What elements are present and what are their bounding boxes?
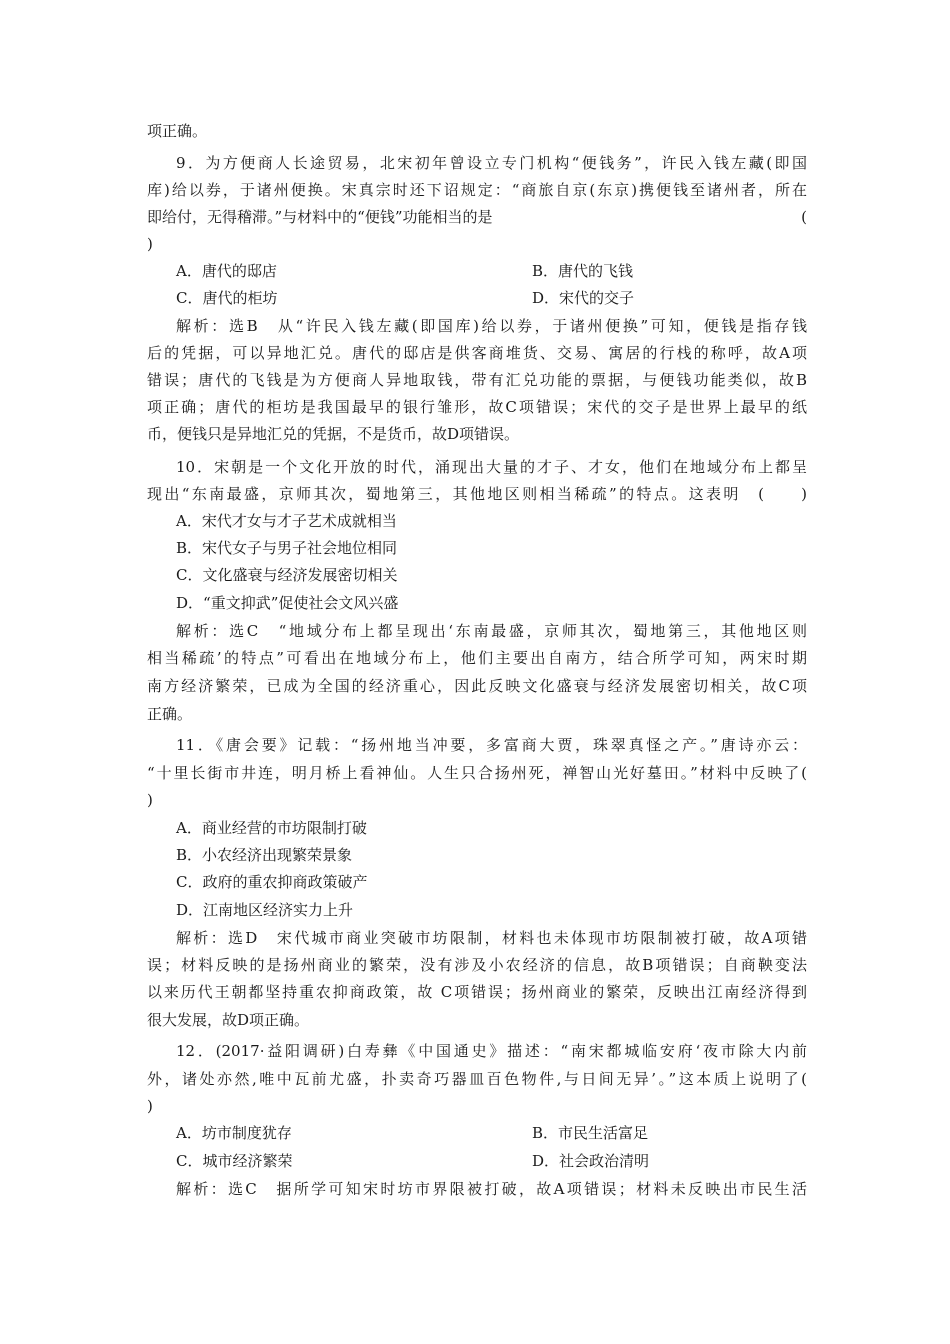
text-line: 以来历代王朝都坚持重农抑商政策，故 C项错误；扬州商业的繁荣，反映出江南经济得到 <box>147 983 807 1001</box>
option-a: A．唐代的邸店 <box>176 262 277 280</box>
text-line: 后的凭据，可以异地汇兑。唐代的邸店是供客商堆货、交易、寓居的行栈的称呼，故A项 <box>147 344 807 362</box>
question-10-stem: 10．宋朝是一个文化开放的时代，涌现出大量的才子、才女，他们在地域分布上都呈 <box>176 458 807 476</box>
analysis-9: 解析：选B 从“许民入钱左藏(即国库)给以券，于诸州便换”可知，便钱是指存钱 <box>176 317 807 335</box>
option-a: A．宋代才女与才子艺术成就相当 <box>176 512 397 530</box>
text-line: 外，诸处亦然,唯中瓦前尤盛，扑卖奇巧器皿百色物件,与日间无异’。”这本质上说明了( <box>147 1070 807 1088</box>
answer-paren: ( <box>801 208 807 226</box>
text-line: 南方经济繁荣，已成为全国的经济重心，因此反映文化盛衰与经济发展密切相关，故C项 <box>147 677 807 695</box>
analysis-12: 解析：选C 据所学可知宋时坊市界限被打破，故A项错误；材料未反映出市民生活 <box>176 1180 807 1198</box>
answer-paren-close: ) <box>147 235 153 253</box>
option-c: C．唐代的柜坊 <box>176 289 278 307</box>
option-c: C．文化盛衰与经济发展密切相关 <box>176 566 398 584</box>
option-d: D．“重文抑武”促使社会文风兴盛 <box>176 594 399 612</box>
text-line: 现出“东南最盛，京师其次，蜀地第三，其他地区则相当稀疏”的特点。这表明 ( ) <box>147 485 807 503</box>
text-line: 正确。 <box>147 705 193 723</box>
text-line: 即给付，无得稽滞。”与材料中的“便钱”功能相当的是 <box>147 208 493 226</box>
analysis-10: 解析：选C “地域分布上都呈现出‘东南最盛，京师其次，蜀地第三，其他地区则 <box>176 622 807 640</box>
question-9-stem: 9．为方便商人长途贸易，北宋初年曾设立专门机构“便钱务”，许民入钱左藏(即国 <box>176 154 807 172</box>
option-b: B．唐代的飞钱 <box>532 262 634 280</box>
answer-paren-close: ) <box>147 791 153 809</box>
analysis-11: 解析：选D 宋代城市商业突破市坊限制，材料也未体现市坊限制被打破，故A项错 <box>176 929 807 947</box>
question-11-stem: 11．《唐会要》记载：“扬州地当冲要，多富商大贾，珠翠真怪之产。”唐诗亦云： <box>176 736 807 754</box>
text-line: 项正确。 <box>147 122 208 140</box>
option-b: B．宋代女子与男子社会地位相同 <box>176 539 398 557</box>
option-d: D．社会政治清明 <box>532 1152 650 1170</box>
text-line: 币，便钱只是异地汇兑的凭据，不是货币，故D项错误。 <box>147 425 520 443</box>
option-d: D．江南地区经济实力上升 <box>176 901 354 919</box>
text-line: 相当稀疏’的特点”可看出在地域分布上，他们主要出自南方，结合所学可知，两宋时期 <box>147 649 807 667</box>
option-a: A．商业经营的市坊限制打破 <box>176 819 367 837</box>
text-line: 很大发展，故D项正确。 <box>147 1011 310 1029</box>
option-c: C．城市经济繁荣 <box>176 1152 293 1170</box>
text-line: 错误；唐代的飞钱是为方便商人异地取钱，带有汇兑功能的票据，与便钱功能类似，故B <box>147 371 807 389</box>
text-line: 项正确；唐代的柜坊是我国最早的银行雏形，故C项错误；宋代的交子是世界上最早的纸 <box>147 398 807 416</box>
option-b: B．小农经济出现繁荣景象 <box>176 846 353 864</box>
text-line: 库)给以券，于诸州便换。宋真宗时还下诏规定：“商旅自京(东京)携便钱至诸州者，所在 <box>147 181 807 199</box>
answer-paren-close: ) <box>147 1097 153 1115</box>
option-d: D．宋代的交子 <box>532 289 635 307</box>
option-c: C．政府的重农抑商政策破产 <box>176 873 368 891</box>
text-line: “十里长街市井连，明月桥上看神仙。人生只合扬州死，禅智山光好墓田。”材料中反映了( <box>147 764 807 782</box>
option-b: B．市民生活富足 <box>532 1124 649 1142</box>
question-12-stem: 12．(2017·益阳调研)白寿彝《中国通史》描述：“南宋都城临安府‘夜市除大内前 <box>176 1042 807 1060</box>
text-line: 误；材料反映的是扬州商业的繁荣，没有涉及小农经济的信息，故B项错误；自商鞅变法 <box>147 956 807 974</box>
option-a: A．坊市制度犹存 <box>176 1124 292 1142</box>
